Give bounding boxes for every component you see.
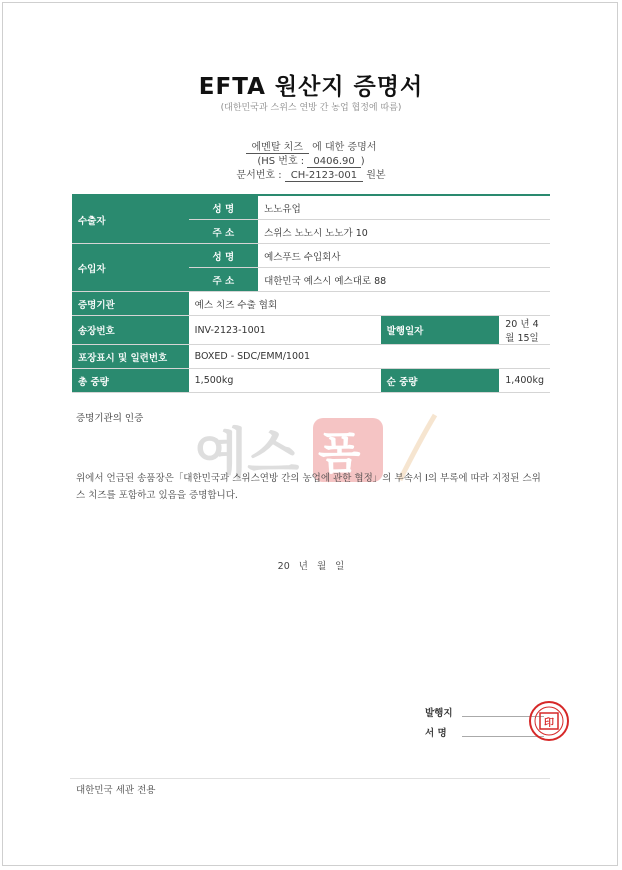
- official-seal-icon: [528, 700, 570, 742]
- svg-text:폼: 폼: [318, 428, 361, 479]
- gross-weight-label: 총 중량: [72, 369, 189, 393]
- hs-code-prefix: (HS 번호 :: [257, 156, 305, 167]
- document-number-value: CH-2123-001: [285, 170, 363, 182]
- importer-name-label: 성 명: [189, 244, 258, 268]
- document-number-prefix: 문서번호 :: [236, 170, 282, 181]
- document-number-line: [0, 166, 622, 182]
- hs-code-value: 0406.90: [307, 156, 360, 168]
- net-weight-label: 순 중량: [381, 369, 500, 393]
- authority-value: 예스 치즈 수출 협회: [189, 292, 550, 316]
- date-line: 20 년 월 일: [277, 561, 345, 572]
- svg-text:印: 印: [544, 718, 554, 729]
- footer-text: 대한민국 세관 전용: [76, 785, 156, 796]
- document-subtitle: (대한민국과 스위스 연방 간 농업 협정에 따름): [220, 103, 402, 113]
- certification-body-text: 위에서 언급된 송품장은「대한민국과 스위스연방 간의 농업에 관한 협정」의 부속서 I의 부록에 따라 지정된 스위스 치즈를 포함하고 있음을 증명합니다.: [76, 473, 541, 501]
- invoice-number-label: 송장번호: [72, 316, 189, 345]
- certification-section-title: 증명기관의 인증: [76, 413, 144, 424]
- importer-label: 수입자: [72, 244, 189, 292]
- svg-text:예스: 예스: [195, 422, 300, 485]
- signature-label: 서 명: [425, 728, 447, 739]
- certificate-subject-suffix: 에 대한 증명서: [312, 142, 377, 153]
- issue-date-label: 발행일자: [381, 316, 500, 345]
- packing-value: BOXED - SDC/EMM/1001: [189, 345, 550, 369]
- packing-label: 포장표시 및 일련번호: [72, 345, 189, 369]
- document-original-label: 원본: [366, 170, 386, 181]
- certificate-info-table: [72, 194, 550, 393]
- document-title: EFTA 원산지 증명서: [198, 74, 424, 100]
- issue-date-value: 20 년 4월 15일: [499, 316, 550, 345]
- hs-code-suffix: ): [360, 156, 365, 167]
- authority-label: 증명기관: [72, 292, 189, 316]
- issuer-label: 발행지: [425, 708, 453, 719]
- exporter-address-label: 주 소: [189, 220, 258, 244]
- exporter-label: 수출자: [72, 195, 189, 244]
- importer-address-label: 주 소: [189, 268, 258, 292]
- product-name: 에멘탈 치즈: [246, 138, 309, 154]
- exporter-address: 스위스 노노시 노노가 10: [258, 220, 550, 244]
- invoice-number-value: INV-2123-1001: [189, 316, 381, 345]
- importer-name: 예스푸드 수입회사: [258, 244, 550, 268]
- gross-weight-value: 1,500kg: [189, 369, 381, 393]
- exporter-name: 노노유업: [258, 195, 550, 220]
- footer-divider: [70, 778, 550, 779]
- exporter-name-label: 성 명: [189, 195, 258, 220]
- importer-address: 대한민국 예스시 예스대로 88: [258, 268, 550, 292]
- net-weight-value: 1,400kg: [499, 369, 550, 393]
